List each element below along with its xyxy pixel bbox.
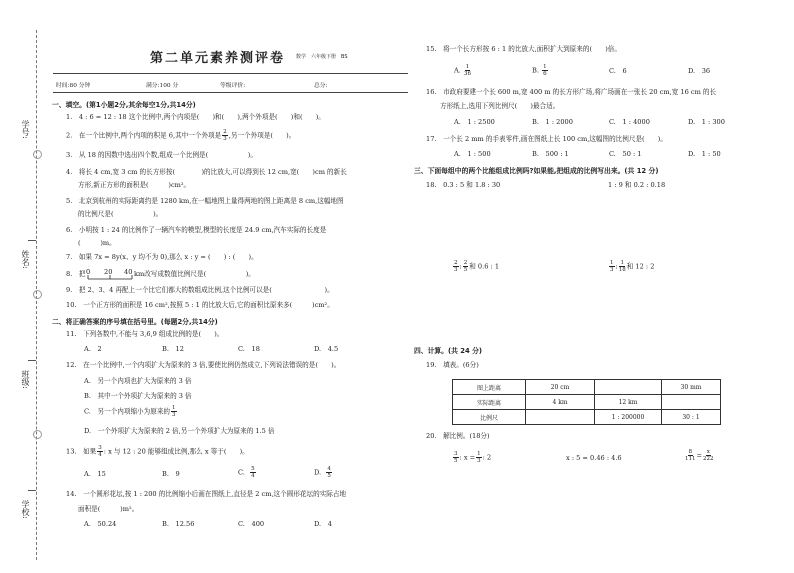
question-18-part2: 1 : 9 和 0.2 : 0.18 [608, 181, 666, 189]
table-cell: 比例尺 [453, 410, 526, 425]
option: B. 500 : 1 [532, 150, 569, 158]
fraction: $\frac{2}{3}$ [223, 129, 227, 142]
question-8-cont: km改写成数值比例尺是( )。 [134, 270, 255, 278]
fraction: $\frac{8}{111}$ [685, 449, 696, 462]
question-11: 11. 下列各数中,不能与 3,6,9 组成比例的是( )。 [66, 330, 224, 338]
scale-label-20: 20 [104, 268, 113, 276]
fill-line [28, 160, 36, 241]
question-16-cont: 方形纸上,选用下列比例尺( )最合适。 [440, 102, 560, 110]
option: A. 15 [84, 470, 106, 478]
table-cell: 4 km [526, 395, 595, 410]
option: B. 9 [162, 470, 180, 478]
fraction: $\frac{5}{4}$ [251, 466, 255, 479]
fraction: $\frac{1}{18}$ [618, 260, 626, 273]
question-10: 10. 一个正方形的面积是 16 cm²,按照 5 : 1 的比放大后,它的面积比原来多( )cm²。 [66, 301, 334, 309]
fill-line [28, 300, 36, 361]
option: C. 400 [238, 520, 265, 528]
table-cell: 1 : 200000 [595, 410, 662, 425]
question-19: 19. 填表。(6分) [426, 361, 479, 369]
table-row [453, 395, 721, 410]
question-15: 15. 将一个长方形按 6 : 1 的比放大,面积扩大到原来的( )倍。 [426, 45, 621, 53]
equation-1: $\frac{3}{5}$ : x = $\frac{1}{3}$ : 2 [454, 451, 492, 464]
table-cell: 20 cm [526, 380, 595, 395]
side-label-name: 姓名: [21, 250, 30, 269]
fraction: $\frac{1}{3}$ [610, 260, 614, 273]
option: B. 1 : 2000 [532, 118, 573, 126]
option: B. 12.56 [162, 520, 195, 528]
option: D. 1 : 50 [688, 150, 721, 158]
equation-3: $\frac{8}{111}$ = $\frac{x}{222}$ [685, 449, 714, 462]
question-14: 14. 一个圆形花坛,按 1 : 200 的比例缩小后画在图纸上,直径是 2 cm,这个圆形花坛的实际占地 [66, 490, 347, 498]
table-row [453, 380, 721, 395]
question-3: 3. 从 18 的因数中选出四个数,组成一个比例是( )。 [66, 151, 257, 159]
question-17: 17. 一个长 2 mm 的手表零件,画在图纸上长 100 cm,这幅图的比例尺是( )。 [426, 135, 667, 143]
scale-table [452, 379, 721, 425]
score-info: 满分:100 分 [146, 83, 179, 89]
question-6: 6. 小明按 1 : 24 的比例作了一辆汽车的模型,模型的长度是 24.9 cm,汽车实际的长度是 [66, 226, 327, 234]
fraction: $\frac{2}{3}$ [454, 260, 458, 273]
question-14-cont: 面积是( )m²。 [78, 505, 139, 513]
option-text: C. 另一个内项缩小为原来的 [84, 407, 171, 416]
question-18-part4: $\frac{1}{3}$ : $\frac{1}{18}$ 和 12 : 2 [610, 260, 655, 273]
grade-info: 等级评价: [220, 83, 246, 89]
option: C. 6 [609, 67, 627, 75]
option: B. 12 [162, 345, 184, 353]
option: A. 1 : 500 [454, 150, 491, 158]
table-cell: 12 km [595, 395, 662, 410]
table-cell: 实际距离 [453, 395, 526, 410]
option: A. 50.24 [84, 520, 117, 528]
time-info: 时间:80 分钟 [56, 83, 91, 89]
option: A. 1 : 2500 [454, 118, 495, 126]
side-label-class: 班级: [21, 370, 30, 389]
option: A. 2 [84, 345, 102, 353]
question-4-cont: 方形,新正方形的面积是( )cm²。 [78, 181, 191, 189]
option [84, 405, 178, 418]
question-2 [66, 129, 295, 142]
equation-2: x : 5 = 0.46 : 4.6 [566, 454, 622, 462]
section-title: 四、计算。(共 24 分) [414, 347, 482, 355]
option: B. 其中一个外项扩大为原来的 3 倍 [84, 392, 192, 400]
question-12: 12. 在一个比例中,一个内项扩大为原来的 3 倍,要使比例仍然成立,下列说法错误的是( )。 [66, 361, 341, 369]
fraction: $\frac{1}{3}$ [477, 451, 481, 464]
option: D. 4 [314, 520, 332, 528]
side-label-school: 学校: [21, 500, 30, 519]
question-7: 7. 如果 7x = 8y(x、y 均不为 0),那么 x : y = ( ) : ( )。 [66, 253, 258, 261]
divider [53, 73, 408, 74]
option: D. 4.5 [314, 345, 339, 353]
question-text: 2. 在一个比例中,两个内项的积是 6,其中一个外项是 [66, 131, 222, 140]
table-cell [662, 395, 721, 410]
question-8: 8. 把 [66, 270, 86, 278]
table-row [453, 410, 721, 425]
scale-label-0: 0 [86, 268, 91, 276]
total-info: 总分: [314, 83, 328, 89]
fraction: $\frac{3}{5}$ [454, 451, 458, 464]
fraction: $\frac{x}{222}$ [703, 449, 714, 462]
option: D. $\frac{4}{5}$ [314, 466, 331, 479]
option: A. $\frac{1}{36}$ [454, 64, 471, 77]
table-cell [526, 410, 595, 425]
punch-hole [33, 290, 42, 299]
question-text: ,另一个外项是( )。 [228, 131, 296, 140]
fill-line [28, 440, 36, 491]
fraction: $\frac{1}{3}$ [172, 405, 176, 418]
option: A. 另一个内项也扩大为原来的 3 倍 [84, 377, 192, 385]
table-cell [595, 380, 662, 395]
section-title: 一、填空。(第1小题2分,其余每空1分,共14分) [52, 101, 196, 109]
question-5: 5. 北京到杭州的实际距离约是 1280 km,在一幅地图上量得两地的图上距离是 8 cm,这幅地图 [66, 197, 344, 205]
option: D. 一个外项扩大为原来的 2 倍,另一个外项扩大为原来的 1.5 倍 [84, 427, 275, 435]
option: D. 36 [688, 67, 711, 75]
punch-hole [33, 430, 42, 439]
option: C. $\frac{5}{4}$ [238, 466, 255, 479]
option: D. 1 : 300 [688, 118, 725, 126]
punch-hole [33, 150, 42, 159]
fraction: $\frac{2}{5}$ [463, 260, 468, 273]
question-1: 1. 4 : 6 = 12 : 18 这个比例中,两个内项是( )和( ),两个外项是( )和( )。 [66, 113, 325, 121]
section-title: 三、下面每组中的两个比能组成比例吗?如果能,把组成的比例写出来。(共 12 分) [414, 167, 659, 175]
fraction: $\frac{1}{6}$ [543, 64, 547, 77]
option: C. 18 [238, 345, 260, 353]
page-title: 第二单元素养测评卷 [150, 51, 286, 66]
question-9: 9. 把 2、3、4 再配上一个比它们都大的数组成比例,这个比例可以是( )。 [66, 286, 334, 294]
question-18-part3: $\frac{2}{3}$ : $\frac{2}{5}$ 和 0.6 : 1 [454, 260, 500, 273]
question-13 [66, 445, 249, 458]
question-6-cont: ( )m。 [78, 239, 116, 247]
question-text: 13. 如果 [66, 447, 97, 456]
fraction: $\frac{1}{36}$ [463, 64, 471, 77]
option: B. $\frac{1}{6}$ [532, 64, 547, 77]
fraction: $\frac{3}{4}$ [98, 445, 102, 458]
question-5-cont: 的比例尺是( )。 [78, 210, 163, 218]
question-4: 4. 将长 4 cm,宽 3 cm 的长方形按( )的比放大,可以得到长 12 cm,宽( )cm 的新长 [66, 168, 347, 176]
subject-tag: 数学 六年级下册 BS [296, 54, 348, 60]
question-16: 16. 市政府要建一个长 600 m,宽 400 m 的长方形广场,将广场画在一张长 20 cm,宽 16 cm 的长 [426, 88, 717, 96]
table-cell: 30 : 1 [662, 410, 721, 425]
question-18: 18. 0.3 : 5 和 1.8 : 30 [426, 181, 501, 189]
table-cell: 图上距离 [453, 380, 526, 395]
divider [53, 92, 408, 93]
section-title: 二、将正确答案的序号填在括号里。(每题2分,共14分) [52, 318, 218, 326]
question-text: : x 与 12 : 20 能够组成比例,那么 x 等于( )。 [103, 447, 249, 456]
option: C. 1 : 4000 [609, 118, 650, 126]
scale-label-40: 40 [124, 268, 133, 276]
fraction: $\frac{4}{5}$ [327, 466, 331, 479]
side-label-id: 学号: [21, 120, 30, 139]
question-20: 20. 解比例。(18分) [426, 432, 490, 440]
option: C. 50 : 1 [609, 150, 642, 158]
table-cell: 30 mm [662, 380, 721, 395]
